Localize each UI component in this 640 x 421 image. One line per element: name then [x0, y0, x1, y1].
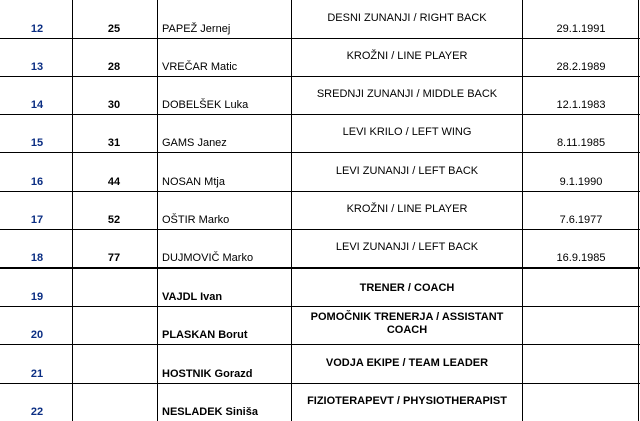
jersey-number: 30 — [107, 99, 121, 111]
grid-line — [0, 383, 640, 384]
grid-line — [0, 344, 640, 345]
player-name: DOBELŠEK Luka — [162, 99, 249, 111]
player-position: KROŽNI / LINE PLAYER — [346, 50, 468, 62]
birth-date: 7.6.1977 — [559, 214, 603, 226]
grid-line — [0, 306, 640, 307]
staff-role: POMOČNIK TRENERJA / ASSISTANT COACH — [310, 311, 504, 336]
player-name: DUJMOVIČ Marko — [162, 252, 254, 264]
jersey-number: 44 — [107, 176, 121, 188]
birth-date: 9.1.1990 — [559, 176, 603, 188]
staff-role: TRENER / COACH — [359, 282, 455, 294]
player-position: KROŽNI / LINE PLAYER — [346, 203, 468, 215]
grid-line — [0, 191, 640, 192]
grid-line — [157, 0, 158, 421]
grid-line — [0, 76, 640, 77]
grid-line — [0, 152, 640, 153]
staff-name: HOSTNIK Gorazd — [162, 368, 253, 380]
row-number: 18 — [30, 252, 44, 264]
row-number: 13 — [30, 61, 44, 73]
row-number: 17 — [30, 214, 44, 226]
jersey-number: 28 — [107, 61, 121, 73]
row-number: 22 — [30, 406, 44, 418]
player-position: SREDNJI ZUNANJI / MIDDLE BACK — [316, 88, 498, 100]
player-name: GAMS Janez — [162, 137, 227, 149]
row-number: 20 — [30, 329, 44, 341]
row-number: 21 — [30, 368, 44, 380]
row-number: 16 — [30, 176, 44, 188]
staff-name: NESLADEK Siniša — [162, 406, 258, 418]
row-number: 15 — [30, 137, 44, 149]
player-position: DESNI ZUNANJI / RIGHT BACK — [327, 12, 487, 24]
player-position: LEVI ZUNANJI / LEFT BACK — [335, 165, 479, 177]
jersey-number: 31 — [107, 137, 121, 149]
jersey-number: 77 — [107, 252, 121, 264]
birth-date: 8.11.1985 — [556, 137, 606, 149]
jersey-number: 25 — [107, 23, 121, 35]
jersey-number: 52 — [107, 214, 121, 226]
player-name: NOSAN Mtja — [162, 176, 225, 188]
player-position: LEVI ZUNANJI / LEFT BACK — [335, 241, 479, 253]
birth-date: 16.9.1985 — [556, 252, 606, 264]
row-number: 12 — [30, 23, 44, 35]
birth-date: 29.1.1991 — [556, 23, 606, 35]
player-position: LEVI KRILO / LEFT WING — [342, 126, 472, 138]
birth-date: 28.2.1989 — [556, 61, 606, 73]
staff-name: PLASKAN Borut — [162, 329, 248, 341]
player-name: VREČAR Matic — [162, 61, 238, 73]
grid-line — [0, 114, 640, 115]
grid-line — [0, 229, 640, 230]
staff-role: FIZIOTERAPEVT / PHYSIOTHERAPIST — [307, 395, 507, 407]
staff-role: VODJA EKIPE / TEAM LEADER — [325, 357, 489, 369]
birth-date: 12.1.1983 — [556, 99, 606, 111]
staff-name: VAJDL Ivan — [162, 291, 223, 303]
section-divider — [0, 267, 640, 269]
grid-line — [0, 38, 640, 39]
row-number: 19 — [30, 291, 44, 303]
player-name: PAPEŽ Jernej — [162, 23, 231, 35]
player-name: OŠTIR Marko — [162, 214, 230, 226]
row-number: 14 — [30, 99, 44, 111]
